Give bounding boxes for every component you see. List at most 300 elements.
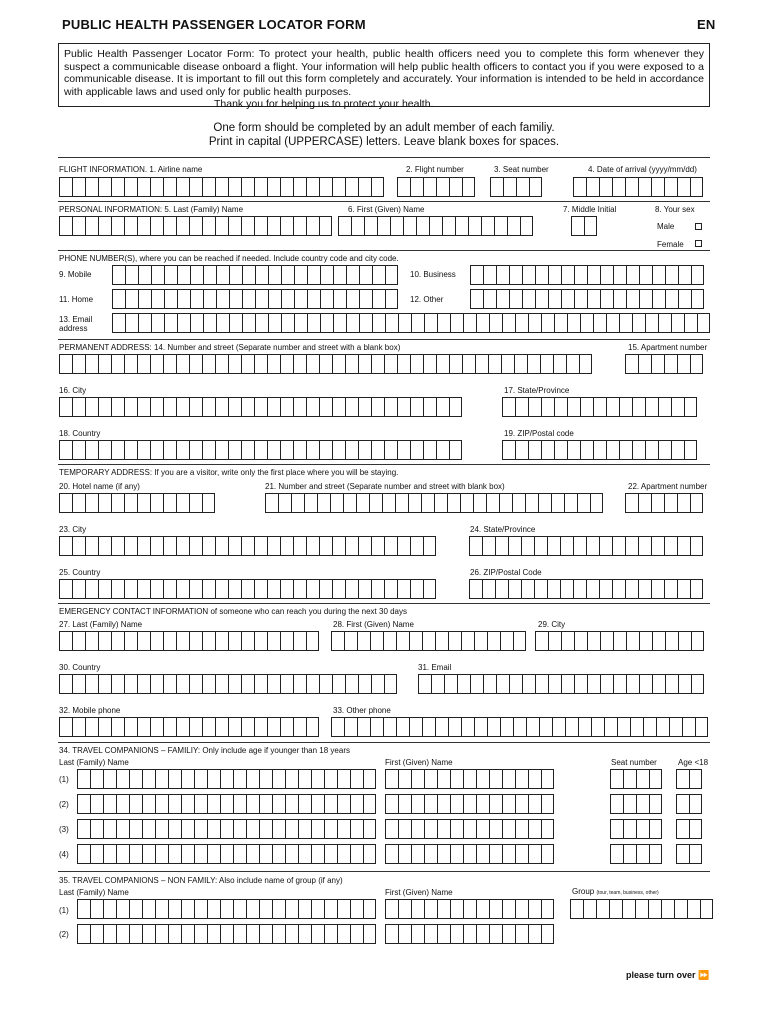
character-box[interactable] — [461, 717, 474, 737]
character-box[interactable] — [645, 440, 658, 460]
character-box[interactable] — [168, 844, 181, 864]
character-box[interactable] — [612, 536, 625, 556]
character-box[interactable] — [397, 354, 410, 374]
character-box[interactable] — [489, 924, 502, 944]
character-box[interactable] — [285, 924, 298, 944]
character-box[interactable] — [435, 717, 448, 737]
temp-street-field[interactable] — [265, 493, 603, 513]
character-box[interactable] — [371, 177, 384, 197]
family-2-first-name[interactable] — [385, 794, 554, 814]
character-box[interactable] — [489, 313, 502, 333]
character-box[interactable] — [395, 493, 408, 513]
character-box[interactable] — [202, 177, 215, 197]
character-box[interactable] — [129, 899, 142, 919]
character-box[interactable] — [522, 265, 535, 285]
character-box[interactable] — [190, 313, 203, 333]
character-box[interactable] — [181, 844, 194, 864]
character-box[interactable] — [541, 794, 554, 814]
character-box[interactable] — [619, 313, 632, 333]
character-box[interactable] — [137, 177, 150, 197]
character-box[interactable] — [177, 313, 190, 333]
character-box[interactable] — [476, 899, 489, 919]
first-name-field[interactable] — [338, 216, 533, 236]
character-box[interactable] — [124, 216, 137, 236]
character-box[interactable] — [280, 674, 293, 694]
character-box[interactable] — [189, 440, 202, 460]
character-box[interactable] — [242, 289, 255, 309]
mobile-phone-field[interactable] — [112, 265, 398, 285]
character-box[interactable] — [418, 674, 431, 694]
character-box[interactable] — [587, 674, 600, 694]
character-box[interactable] — [202, 354, 215, 374]
character-box[interactable] — [515, 397, 528, 417]
character-box[interactable] — [625, 579, 638, 599]
character-box[interactable] — [228, 177, 241, 197]
character-box[interactable] — [664, 536, 677, 556]
character-box[interactable] — [535, 265, 548, 285]
character-box[interactable] — [207, 899, 220, 919]
character-box[interactable] — [384, 579, 397, 599]
character-box[interactable] — [337, 794, 350, 814]
character-box[interactable] — [489, 819, 502, 839]
character-box[interactable] — [403, 216, 416, 236]
character-box[interactable] — [548, 265, 561, 285]
character-box[interactable] — [246, 769, 259, 789]
character-box[interactable] — [561, 265, 574, 285]
character-box[interactable] — [423, 579, 436, 599]
character-box[interactable] — [678, 674, 691, 694]
character-box[interactable] — [320, 289, 333, 309]
character-box[interactable] — [371, 397, 384, 417]
character-box[interactable] — [307, 265, 320, 285]
character-box[interactable] — [547, 579, 560, 599]
character-box[interactable] — [665, 674, 678, 694]
character-box[interactable] — [280, 177, 293, 197]
other-phone-field[interactable] — [470, 289, 704, 309]
character-box[interactable] — [522, 289, 535, 309]
character-box[interactable] — [142, 794, 155, 814]
character-box[interactable] — [103, 844, 116, 864]
character-box[interactable] — [307, 289, 320, 309]
character-box[interactable] — [610, 819, 623, 839]
character-box[interactable] — [652, 631, 665, 651]
character-box[interactable] — [540, 354, 553, 374]
character-box[interactable] — [272, 924, 285, 944]
character-box[interactable] — [142, 819, 155, 839]
character-box[interactable] — [437, 844, 450, 864]
family-1-seat[interactable] — [610, 769, 662, 789]
character-box[interactable] — [490, 177, 503, 197]
character-box[interactable] — [384, 440, 397, 460]
character-box[interactable] — [137, 216, 150, 236]
character-box[interactable] — [435, 631, 448, 651]
character-box[interactable] — [385, 769, 398, 789]
character-box[interactable] — [98, 674, 111, 694]
nonfamily-1-group[interactable] — [570, 899, 713, 919]
character-box[interactable] — [528, 924, 541, 944]
character-box[interactable] — [463, 794, 476, 814]
character-box[interactable] — [265, 493, 278, 513]
character-box[interactable] — [150, 717, 163, 737]
character-box[interactable] — [330, 493, 343, 513]
character-box[interactable] — [584, 216, 597, 236]
arrival-date-field[interactable] — [573, 177, 703, 197]
character-box[interactable] — [424, 769, 437, 789]
character-box[interactable] — [155, 819, 168, 839]
character-box[interactable] — [554, 397, 567, 417]
character-box[interactable] — [547, 536, 560, 556]
character-box[interactable] — [571, 216, 584, 236]
character-box[interactable] — [155, 794, 168, 814]
character-box[interactable] — [564, 493, 577, 513]
character-box[interactable] — [281, 313, 294, 333]
character-box[interactable] — [623, 819, 636, 839]
character-box[interactable] — [580, 313, 593, 333]
character-box[interactable] — [241, 631, 254, 651]
character-box[interactable] — [267, 397, 280, 417]
character-box[interactable] — [137, 717, 150, 737]
character-box[interactable] — [552, 717, 565, 737]
character-box[interactable] — [307, 313, 320, 333]
character-box[interactable] — [476, 313, 489, 333]
character-box[interactable] — [548, 674, 561, 694]
character-box[interactable] — [72, 536, 85, 556]
character-box[interactable] — [317, 493, 330, 513]
character-box[interactable] — [77, 899, 90, 919]
apartment-field[interactable] — [625, 354, 703, 374]
character-box[interactable] — [176, 177, 189, 197]
character-box[interactable] — [359, 289, 372, 309]
character-box[interactable] — [116, 924, 129, 944]
character-box[interactable] — [422, 631, 435, 651]
character-box[interactable] — [254, 440, 267, 460]
character-box[interactable] — [228, 397, 241, 417]
character-box[interactable] — [150, 440, 163, 460]
character-box[interactable] — [541, 769, 554, 789]
character-box[interactable] — [215, 674, 228, 694]
state-field[interactable] — [502, 397, 697, 417]
character-box[interactable] — [515, 844, 528, 864]
character-box[interactable] — [163, 216, 176, 236]
character-box[interactable] — [202, 674, 215, 694]
character-box[interactable] — [369, 493, 382, 513]
character-box[interactable] — [189, 354, 202, 374]
character-box[interactable] — [298, 899, 311, 919]
business-phone-field[interactable] — [470, 265, 704, 285]
character-box[interactable] — [98, 493, 111, 513]
character-box[interactable] — [116, 844, 129, 864]
character-box[interactable] — [72, 579, 85, 599]
character-box[interactable] — [306, 579, 319, 599]
character-box[interactable] — [124, 579, 137, 599]
character-box[interactable] — [410, 354, 423, 374]
character-box[interactable] — [216, 313, 229, 333]
character-box[interactable] — [59, 631, 72, 651]
character-box[interactable] — [606, 440, 619, 460]
character-box[interactable] — [371, 536, 384, 556]
character-box[interactable] — [203, 265, 216, 285]
character-box[interactable] — [189, 717, 202, 737]
character-box[interactable] — [59, 354, 72, 374]
character-box[interactable] — [528, 844, 541, 864]
character-box[interactable] — [294, 265, 307, 285]
character-box[interactable] — [77, 769, 90, 789]
character-box[interactable] — [259, 769, 272, 789]
character-box[interactable] — [72, 440, 85, 460]
character-box[interactable] — [372, 265, 385, 285]
character-box[interactable] — [528, 313, 541, 333]
character-box[interactable] — [677, 354, 690, 374]
character-box[interactable] — [410, 177, 423, 197]
character-box[interactable] — [294, 289, 307, 309]
character-box[interactable] — [691, 265, 704, 285]
character-box[interactable] — [59, 493, 72, 513]
character-box[interactable] — [337, 769, 350, 789]
character-box[interactable] — [507, 216, 520, 236]
character-box[interactable] — [216, 265, 229, 285]
character-box[interactable] — [463, 819, 476, 839]
character-box[interactable] — [397, 177, 410, 197]
character-box[interactable] — [396, 631, 409, 651]
character-box[interactable] — [228, 631, 241, 651]
emergency-email-field[interactable] — [418, 674, 704, 694]
character-box[interactable] — [207, 769, 220, 789]
character-box[interactable] — [177, 289, 190, 309]
character-box[interactable] — [332, 177, 345, 197]
character-box[interactable] — [398, 844, 411, 864]
character-box[interactable] — [229, 289, 242, 309]
character-box[interactable] — [241, 440, 254, 460]
character-box[interactable] — [423, 177, 436, 197]
character-box[interactable] — [98, 216, 111, 236]
character-box[interactable] — [457, 674, 470, 694]
character-box[interactable] — [541, 397, 554, 417]
character-box[interactable] — [396, 717, 409, 737]
character-box[interactable] — [652, 265, 665, 285]
character-box[interactable] — [664, 177, 677, 197]
character-box[interactable] — [590, 493, 603, 513]
character-box[interactable] — [521, 579, 534, 599]
character-box[interactable] — [690, 354, 703, 374]
character-box[interactable] — [526, 717, 539, 737]
character-box[interactable] — [280, 579, 293, 599]
character-box[interactable] — [190, 265, 203, 285]
character-box[interactable] — [565, 717, 578, 737]
character-box[interactable] — [246, 924, 259, 944]
character-box[interactable] — [98, 631, 111, 651]
family-1-first-name[interactable] — [385, 769, 554, 789]
character-box[interactable] — [689, 844, 702, 864]
character-box[interactable] — [473, 493, 486, 513]
emergency-other-phone-field[interactable] — [331, 717, 708, 737]
character-box[interactable] — [596, 899, 609, 919]
character-box[interactable] — [306, 177, 319, 197]
character-box[interactable] — [337, 899, 350, 919]
character-box[interactable] — [461, 631, 474, 651]
character-box[interactable] — [280, 536, 293, 556]
character-box[interactable] — [103, 819, 116, 839]
character-box[interactable] — [689, 819, 702, 839]
character-box[interactable] — [176, 493, 189, 513]
character-box[interactable] — [455, 216, 468, 236]
character-box[interactable] — [411, 819, 424, 839]
character-box[interactable] — [521, 536, 534, 556]
character-box[interactable] — [416, 216, 429, 236]
character-box[interactable] — [424, 794, 437, 814]
character-box[interactable] — [59, 216, 72, 236]
character-box[interactable] — [638, 493, 651, 513]
character-box[interactable] — [669, 717, 682, 737]
character-box[interactable] — [520, 216, 533, 236]
character-box[interactable] — [560, 536, 573, 556]
character-box[interactable] — [643, 717, 656, 737]
character-box[interactable] — [90, 899, 103, 919]
character-box[interactable] — [424, 844, 437, 864]
character-box[interactable] — [651, 536, 664, 556]
character-box[interactable] — [343, 493, 356, 513]
character-box[interactable] — [285, 769, 298, 789]
character-box[interactable] — [398, 899, 411, 919]
character-box[interactable] — [463, 899, 476, 919]
character-box[interactable] — [483, 289, 496, 309]
character-box[interactable] — [574, 674, 587, 694]
character-box[interactable] — [384, 536, 397, 556]
character-box[interactable] — [475, 354, 488, 374]
character-box[interactable] — [436, 354, 449, 374]
character-box[interactable] — [515, 769, 528, 789]
character-box[interactable] — [189, 177, 202, 197]
character-box[interactable] — [383, 717, 396, 737]
character-box[interactable] — [280, 631, 293, 651]
character-box[interactable] — [626, 631, 639, 651]
character-box[interactable] — [528, 819, 541, 839]
character-box[interactable] — [645, 397, 658, 417]
character-box[interactable] — [254, 354, 267, 374]
character-box[interactable] — [164, 289, 177, 309]
family-4-first-name[interactable] — [385, 844, 554, 864]
character-box[interactable] — [610, 794, 623, 814]
character-box[interactable] — [476, 769, 489, 789]
character-box[interactable] — [194, 924, 207, 944]
character-box[interactable] — [384, 354, 397, 374]
character-box[interactable] — [255, 313, 268, 333]
character-box[interactable] — [463, 844, 476, 864]
character-box[interactable] — [85, 177, 98, 197]
character-box[interactable] — [350, 769, 363, 789]
character-box[interactable] — [383, 631, 396, 651]
character-box[interactable] — [515, 440, 528, 460]
character-box[interactable] — [311, 794, 324, 814]
character-box[interactable] — [639, 674, 652, 694]
character-box[interactable] — [658, 397, 671, 417]
character-box[interactable] — [512, 493, 525, 513]
character-box[interactable] — [259, 924, 272, 944]
character-box[interactable] — [293, 440, 306, 460]
character-box[interactable] — [625, 536, 638, 556]
character-box[interactable] — [689, 769, 702, 789]
character-box[interactable] — [220, 769, 233, 789]
character-box[interactable] — [625, 177, 638, 197]
family-3-age[interactable] — [676, 819, 702, 839]
character-box[interactable] — [333, 289, 346, 309]
character-box[interactable] — [116, 899, 129, 919]
character-box[interactable] — [137, 631, 150, 651]
character-box[interactable] — [690, 493, 703, 513]
character-box[interactable] — [424, 899, 437, 919]
character-box[interactable] — [124, 397, 137, 417]
character-box[interactable] — [129, 819, 142, 839]
character-box[interactable] — [358, 397, 371, 417]
character-box[interactable] — [254, 674, 267, 694]
character-box[interactable] — [700, 899, 713, 919]
character-box[interactable] — [150, 631, 163, 651]
character-box[interactable] — [437, 819, 450, 839]
character-box[interactable] — [600, 289, 613, 309]
character-box[interactable] — [124, 717, 137, 737]
character-box[interactable] — [176, 536, 189, 556]
character-box[interactable] — [298, 844, 311, 864]
character-box[interactable] — [398, 924, 411, 944]
character-box[interactable] — [385, 924, 398, 944]
character-box[interactable] — [515, 794, 528, 814]
character-box[interactable] — [163, 177, 176, 197]
character-box[interactable] — [448, 717, 461, 737]
character-box[interactable] — [516, 177, 529, 197]
character-box[interactable] — [409, 717, 422, 737]
character-box[interactable] — [332, 674, 345, 694]
character-box[interactable] — [483, 674, 496, 694]
character-box[interactable] — [450, 313, 463, 333]
character-box[interactable] — [246, 899, 259, 919]
character-box[interactable] — [599, 536, 612, 556]
character-box[interactable] — [359, 265, 372, 285]
character-box[interactable] — [150, 674, 163, 694]
character-box[interactable] — [85, 674, 98, 694]
character-box[interactable] — [272, 794, 285, 814]
temp-country-field[interactable] — [59, 579, 436, 599]
character-box[interactable] — [489, 794, 502, 814]
character-box[interactable] — [176, 440, 189, 460]
character-box[interactable] — [470, 265, 483, 285]
character-box[interactable] — [202, 579, 215, 599]
character-box[interactable] — [599, 177, 612, 197]
character-box[interactable] — [332, 354, 345, 374]
character-box[interactable] — [267, 717, 280, 737]
character-box[interactable] — [664, 579, 677, 599]
character-box[interactable] — [358, 354, 371, 374]
character-box[interactable] — [142, 769, 155, 789]
character-box[interactable] — [424, 924, 437, 944]
character-box[interactable] — [567, 440, 580, 460]
character-box[interactable] — [613, 674, 626, 694]
home-phone-field[interactable] — [112, 289, 398, 309]
character-box[interactable] — [567, 313, 580, 333]
character-box[interactable] — [476, 844, 489, 864]
character-box[interactable] — [346, 289, 359, 309]
character-box[interactable] — [577, 493, 590, 513]
character-box[interactable] — [495, 579, 508, 599]
character-box[interactable] — [85, 631, 98, 651]
character-box[interactable] — [319, 440, 332, 460]
character-box[interactable] — [450, 819, 463, 839]
character-box[interactable] — [138, 289, 151, 309]
character-box[interactable] — [541, 313, 554, 333]
character-box[interactable] — [129, 794, 142, 814]
character-box[interactable] — [528, 899, 541, 919]
character-box[interactable] — [548, 631, 561, 651]
character-box[interactable] — [207, 924, 220, 944]
character-box[interactable] — [411, 924, 424, 944]
